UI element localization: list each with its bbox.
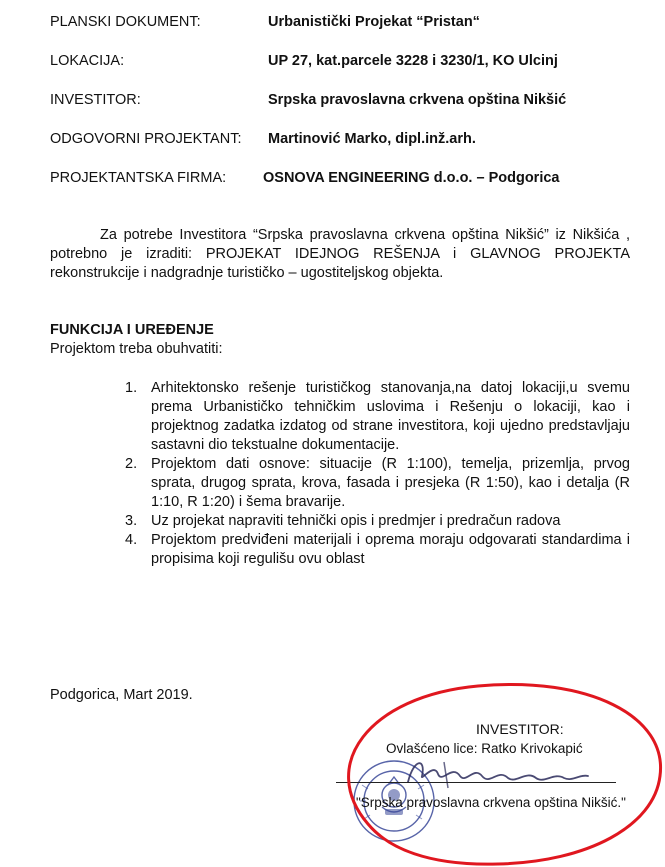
list-item	[118, 531, 630, 569]
header-label-planski: PLANSKI DOKUMENT:	[50, 14, 201, 30]
list-item-number: 1.	[125, 380, 138, 396]
signature-authorized: Ovlašćeno lice: Ratko Krivokapić	[386, 741, 583, 756]
signature-role: INVESTITOR:	[476, 721, 564, 737]
intro-paragraph: Za potrebe Investitora “Srpska pravoslavna crkvena opština Nikšić” iz Nikšića , potrebno je izraditi: PROJEKAT IDEJNOG REŠENJA i GLAVNOG PROJEKTA rekonstrukcije i nadgradnje turističko – ugostiteljskog objekta.	[50, 227, 630, 281]
list-item-number: 4.	[125, 532, 138, 548]
list-item-number: 2.	[125, 456, 138, 472]
list-item-text: Projektom predviđeni materijali i oprema moraju odgovarati standardima i propisima koji regulišu ovu oblast	[151, 532, 630, 567]
header-value-projektant: Martinović Marko, dipl.inž.arh.	[268, 131, 476, 147]
header-value-investitor: Srpska pravoslavna crkvena opština Nikšić	[268, 92, 567, 108]
list-item-text: Uz projekat napraviti tehnički opis i predmjer i predračun radova	[151, 513, 561, 529]
red-annotation-ellipse	[328, 676, 665, 867]
header-label-investitor: INVESTITOR:	[50, 92, 141, 108]
list-item-text: Arhitektonsko rešenje turističkog stanovanja,na datoj lokaciji,u svemu prema Urbanističko tehničkim uslovima i Rešenju o lokaciji, kao i projektnog zadatka izdatog od strane investitora, koji ujedno predstavljaju sastavni dio tekstualne dokumentacije.	[151, 380, 630, 453]
section-title: FUNKCIJA I UREĐENJE	[50, 322, 214, 338]
requirements-list	[118, 379, 630, 569]
header-label-firma: PROJEKTANTSKA FIRMA:	[50, 170, 227, 186]
header-value-lokacija: UP 27, kat.parcele 3228 i 3230/1, KO Ulcinj	[268, 53, 558, 69]
signature-organization: "Srpska pravoslavna crkvena opština Nikšić."	[356, 795, 626, 810]
place-date: Podgorica, Mart 2019.	[50, 687, 193, 703]
list-item	[118, 379, 630, 455]
header-label-projektant: ODGOVORNI PROJEKTANT:	[50, 131, 242, 147]
list-item-text: Projektom dati osnove: situacije (R 1:100), temelja, prizemlja, prvog sprata, drugog sprata, krova, fasada i presjeka (R 1:50), kao i detalja (R 1:10, R 1:20) i šema bravarije.	[151, 456, 630, 510]
list-item	[118, 455, 630, 512]
header-value-firma: OSNOVA ENGINEERING d.o.o. – Podgorica	[263, 170, 560, 186]
header-label-lokacija: LOKACIJA:	[50, 53, 125, 69]
list-item	[118, 512, 630, 531]
section-subtitle: Projektom treba obuhvatiti:	[50, 341, 223, 357]
list-item-number: 3.	[125, 513, 138, 529]
header-value-planski: Urbanistički Projekat “Pristan“	[268, 14, 480, 30]
